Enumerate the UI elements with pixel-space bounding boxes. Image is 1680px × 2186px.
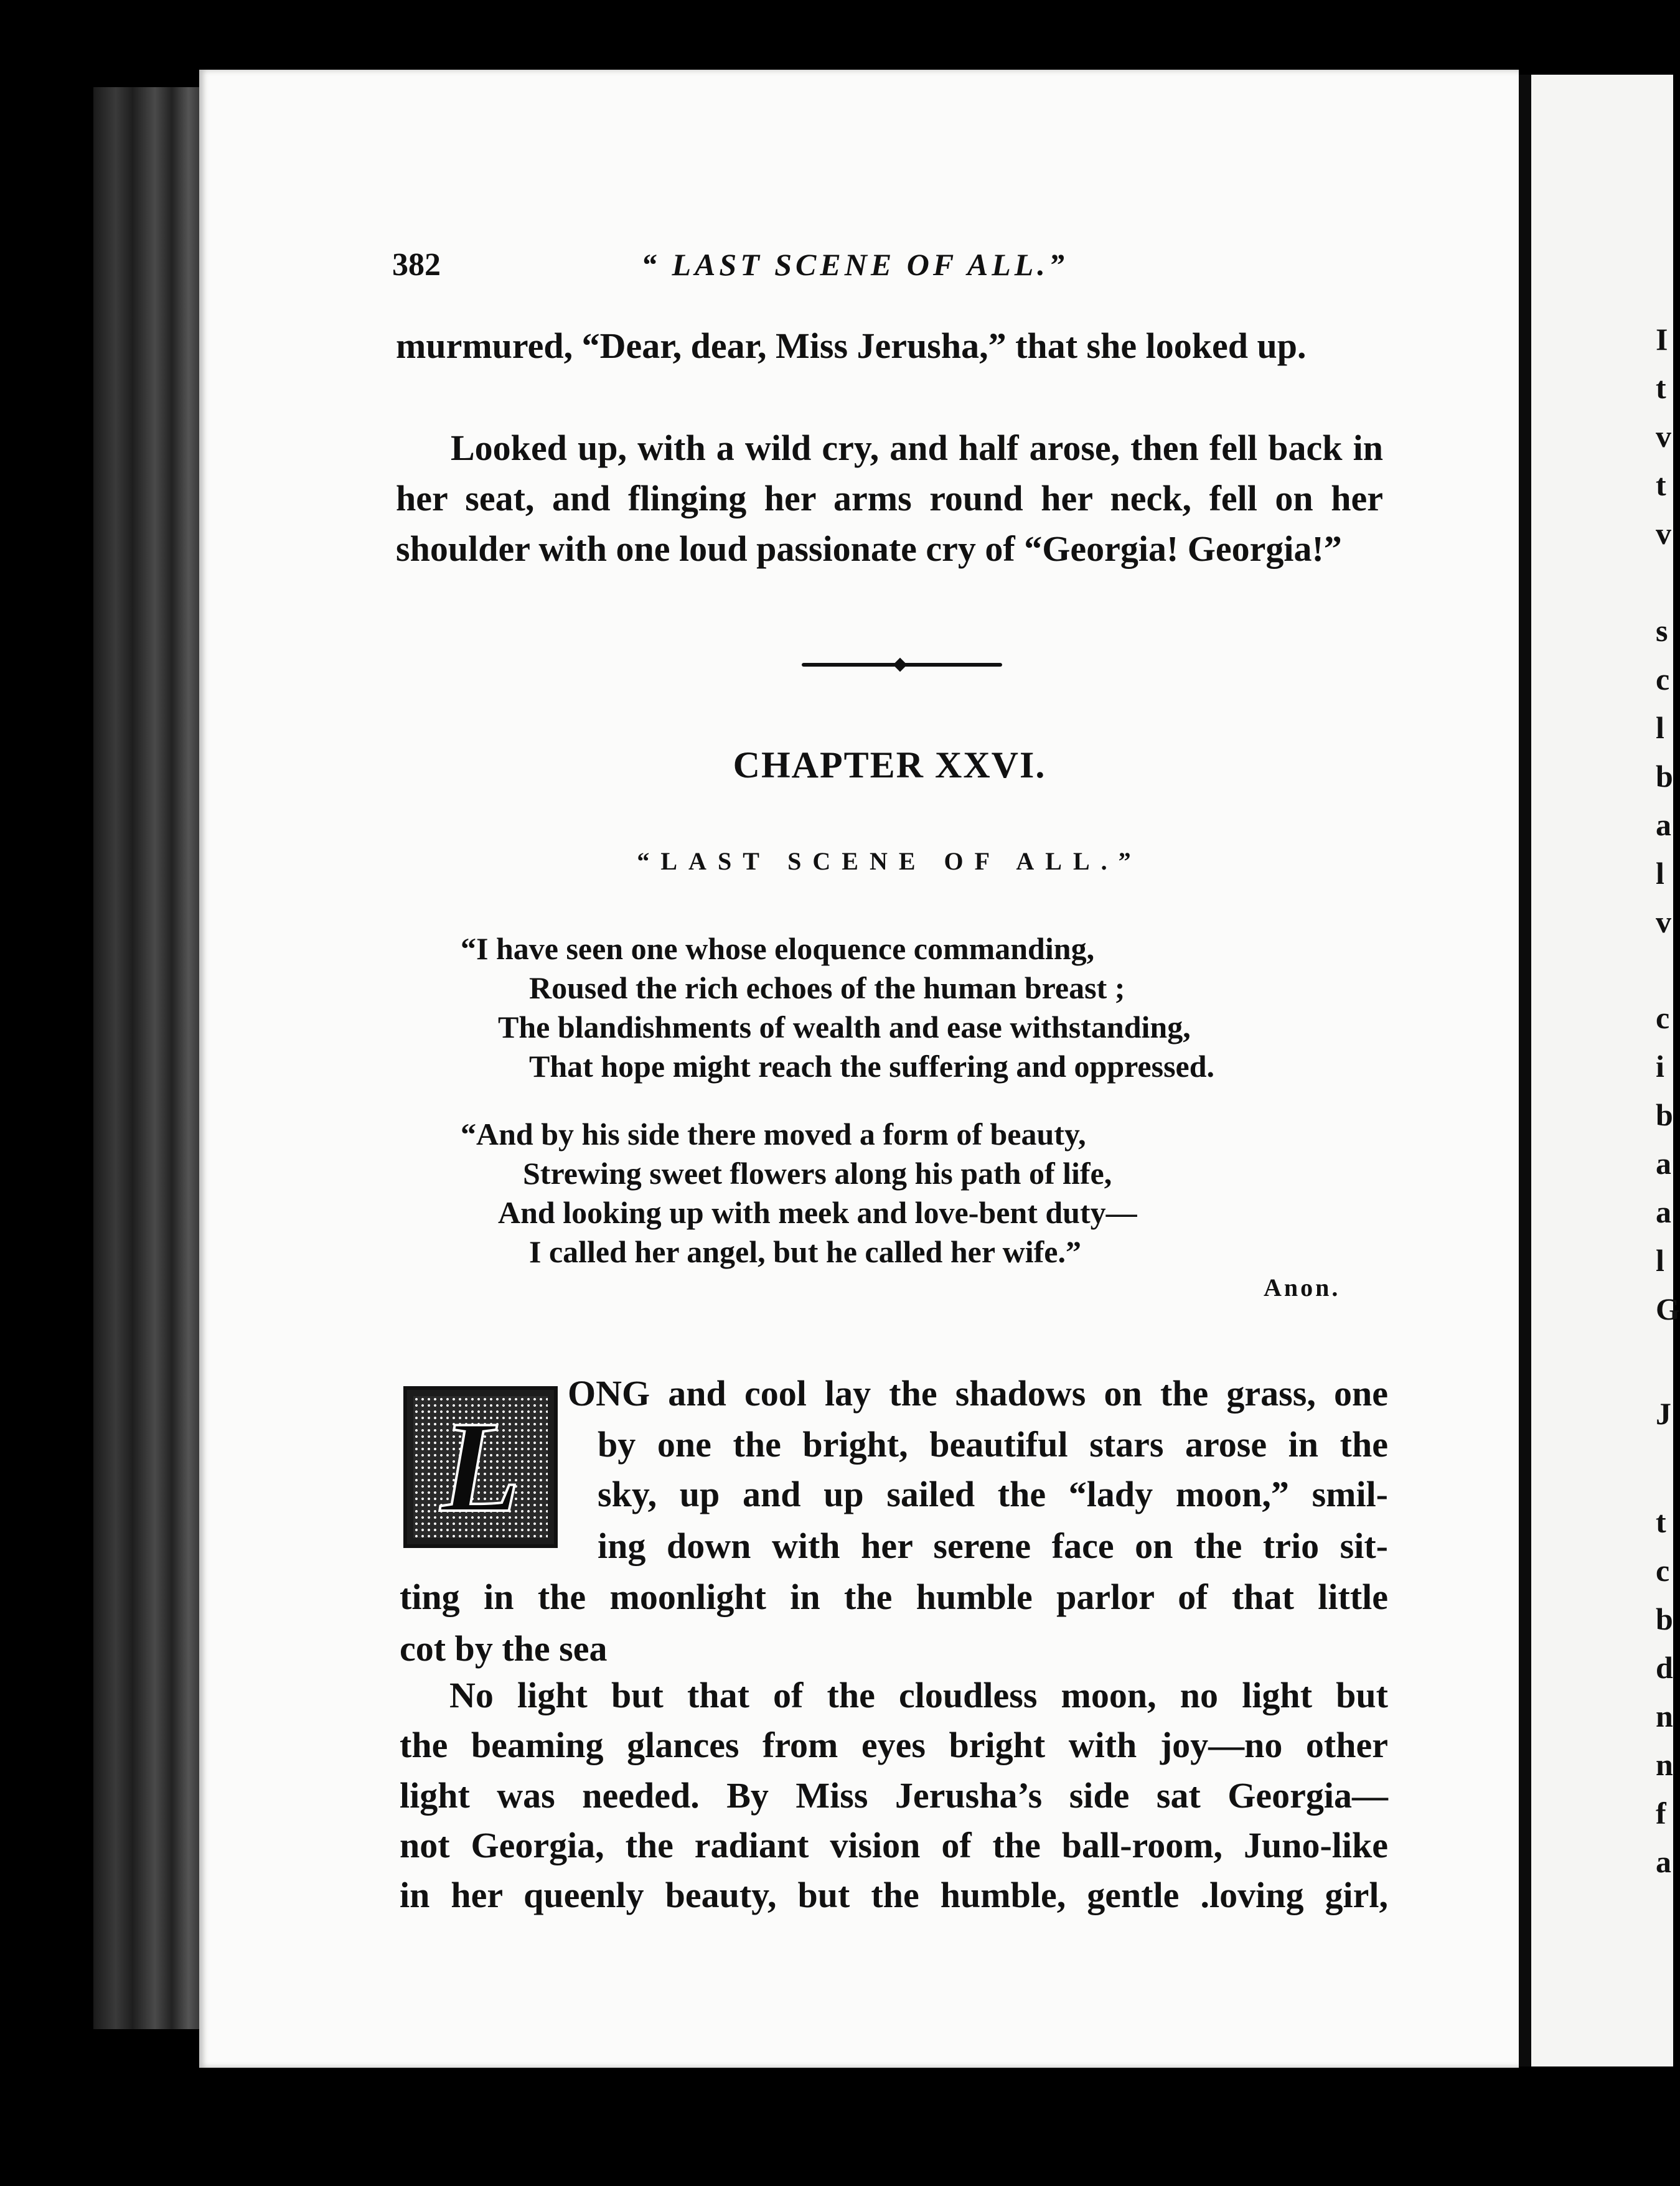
facing-page-letter: a	[1656, 1146, 1671, 1181]
facing-page-letter: l	[1656, 856, 1664, 891]
ornamental-drop-cap	[403, 1386, 558, 1548]
running-head	[392, 246, 1388, 290]
poem-line: “I have seen one whose eloquence commanding,	[461, 931, 1095, 966]
facing-page-letter: n	[1656, 1747, 1673, 1782]
facing-page-letter: v	[1656, 419, 1671, 454]
poem-line: That hope might reach the suffering and oppressed.	[529, 1049, 1215, 1084]
intro-paragraph-1: murmured, “Dear, dear, Miss Jerusha,” that she looked up.	[396, 326, 1307, 366]
body-line: ONG and cool lay the shadows on the grass, one	[568, 1373, 1388, 1414]
poem-line: “And by his side there moved a form of beauty,	[461, 1117, 1086, 1152]
body-line: not Georgia, the radiant vision of the ball-room, Juno-like	[400, 1825, 1388, 1865]
facing-page-letter: J	[1656, 1396, 1671, 1431]
body-line: ing down with her serene face on the trio sit-	[598, 1526, 1388, 1566]
poem-line: Strewing sweet flowers along his path of life,	[523, 1156, 1112, 1191]
facing-page-letter: n	[1656, 1699, 1673, 1733]
facing-page-letter: a	[1656, 1844, 1671, 1879]
book-page-edges	[93, 87, 205, 2029]
facing-page-letter: I	[1656, 322, 1668, 357]
intro-paragraph-2: Looked up, with a wild cry, and half arose, then fell back in her seat, and flinging her arms round her neck, fell on her shoulder with one loud passionate cry of “Georgia! Georgia!”	[396, 428, 1383, 569]
body-line: sky, up and up sailed the “lady moon,” smil-	[598, 1474, 1388, 1514]
facing-page-letter: v	[1656, 516, 1671, 551]
facing-page-letter: t	[1656, 370, 1666, 405]
body-line: No light but that of the cloudless moon, no light but	[449, 1675, 1388, 1715]
facing-page-letter: b	[1656, 1602, 1673, 1636]
facing-page-letter: c	[1656, 1000, 1670, 1035]
page-number: 382	[392, 247, 441, 283]
facing-page-letter: t	[1656, 1504, 1666, 1539]
poem-line: And looking up with meek and love-bent duty—	[498, 1195, 1137, 1230]
poem-line: Roused the rich echoes of the human breast ;	[529, 970, 1125, 1005]
running-title: “ LAST SCENE OF ALL.”	[641, 247, 1068, 282]
body-line: cot by the sea	[400, 1628, 608, 1669]
facing-page-letter: s	[1656, 613, 1668, 648]
chapter-subtitle: “LAST SCENE OF ALL.”	[637, 847, 1142, 875]
facing-page-letter: f	[1656, 1796, 1666, 1831]
book-gutter	[1519, 75, 1531, 2066]
poem-line: I called her angel, but he called her wife.”	[529, 1234, 1081, 1269]
facing-page-letter: a	[1656, 807, 1671, 842]
body-line: light was needed. By Miss Jerusha’s side sat Georgia—	[400, 1775, 1388, 1816]
facing-page-letter: c	[1656, 662, 1670, 697]
body-line: in her queenly beauty, but the humble, gentle .loving girl,	[400, 1875, 1388, 1915]
facing-page-letter: v	[1656, 904, 1671, 939]
poem-line: The blandishments of wealth and ease withstanding,	[498, 1010, 1191, 1044]
facing-page-letter: t	[1656, 467, 1666, 502]
drop-cap-letter: L	[440, 1395, 521, 1539]
facing-page-letter: b	[1656, 759, 1673, 794]
facing-page	[1531, 75, 1680, 2066]
body-line: ting in the moonlight in the humble parlor of that little	[400, 1577, 1388, 1617]
drop-cap-ornament-pattern	[413, 1396, 548, 1538]
facing-page-letter: i	[1656, 1049, 1664, 1084]
facing-page-letter: l	[1656, 1243, 1664, 1278]
chapter-heading: CHAPTER XXVI.	[733, 744, 1046, 786]
body-line: the beaming glances from eyes bright with joy—no other	[400, 1725, 1388, 1765]
facing-page-letter: c	[1656, 1553, 1670, 1588]
facing-page-letter: b	[1656, 1097, 1673, 1132]
body-line: by one the bright, beautiful stars arose in the	[598, 1424, 1388, 1465]
facing-page-letter: l	[1656, 710, 1664, 745]
poem-attribution: Anon.	[1264, 1274, 1341, 1302]
facing-page-letter: G	[1656, 1292, 1680, 1326]
facing-page-letter: a	[1656, 1194, 1671, 1229]
facing-page-letter: d	[1656, 1650, 1673, 1685]
